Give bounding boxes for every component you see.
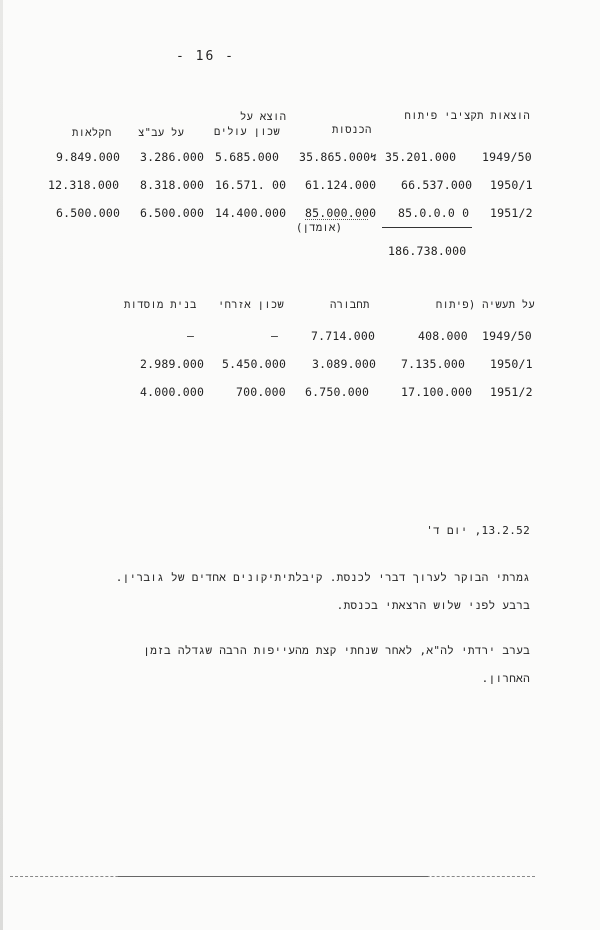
revenue-cell: 85.000.000 [305,206,377,220]
bottom-solid-rule [118,876,428,877]
industry-cell: 17.100.000 [401,385,473,399]
agriculture-cell: 12.318.000 [48,178,120,192]
public-works-cell: 8.318.000 [140,178,205,192]
header-agriculture: חקלאות [72,127,112,139]
agriculture-cell: 9.849.000 [56,150,121,164]
header-on-public-works: על עב"צ [138,127,185,139]
header-revenues: הכנסות [332,124,372,136]
year-cell: 1951/2 [490,206,533,220]
development-cell: 35.201.000 [385,150,457,164]
header-development-budgets: הוצאות תקציבי פיתוח [404,110,530,122]
estimate-note: (אומדן) [296,222,343,234]
civil-housing-cell: 700.000 [236,385,286,399]
year-cell: 1949/50 [482,150,532,164]
year-cell: 1949/50 [482,329,532,343]
diary-paragraph-line: גמרתי הבוקר לערוך דברי לכנסת. קיבלתיתיקונים אחדים של גוברין. [115,571,530,584]
year-cell: 1951/2 [490,385,533,399]
revenue-cell: 61.124.000 [305,178,377,192]
header-spent-on-line1: הוצא על [240,111,287,123]
scan-edge [0,0,3,930]
header-industry-development: על תעשיה (פיתוח [435,299,535,311]
transport-cell: 7.714.000 [311,329,376,343]
industry-cell: 408.000 [418,329,468,343]
header-institution-building: בנית מוסדות [124,299,197,311]
diary-date: 13.2.52, יום ד' [426,524,530,537]
diary-paragraph-line: האחרון. [481,672,530,685]
public-works-cell: 3.286.000 [140,150,205,164]
year-cell: 1950/1 [490,357,533,371]
header-immigrant-housing: שכון עולים [214,126,281,138]
housing-cell: 16.571. 00 [215,178,287,192]
public-works-cell: 6.500.000 [140,206,205,220]
page-number: - 16 - [176,49,235,64]
header-transport: תחבורה [330,299,370,311]
year-cell: 1950/1 [490,178,533,192]
housing-cell: 5.685.000 [215,150,280,164]
revenue-underline [305,219,368,220]
header-civil-housing: שכון אזרחי [218,299,285,311]
development-total: 186.738.000 [388,244,467,258]
civil-housing-cell: 5.450.000 [222,357,287,371]
institutions-cell: – [187,329,195,343]
institutions-cell: 2.989.000 [140,357,205,371]
housing-cell: 14.400.000 [215,206,287,220]
diary-paragraph-line: בערב ירדתי לה"א, לאחר שנחתי קצת מהעייפות הרבה שגדלה בזמן [143,644,530,657]
institutions-cell: 4.000.000 [140,385,205,399]
diary-paragraph-line: ברבע לפני שלוש הרצאתי בכנסת. [336,599,530,612]
development-cell: 85.0.0.0 0 [398,206,470,220]
revenue-cell: 35.865.000 [299,150,371,164]
industry-cell: 7.135.000 [401,357,466,371]
transport-cell: 3.089.000 [312,357,377,371]
agriculture-cell: 6.500.000 [56,206,121,220]
transport-cell: 6.750.000 [305,385,370,399]
development-cell: 66.537.000 [401,178,473,192]
mark-glyph: ↯ [370,150,378,164]
sum-rule [382,227,472,228]
civil-housing-cell: – [271,329,279,343]
